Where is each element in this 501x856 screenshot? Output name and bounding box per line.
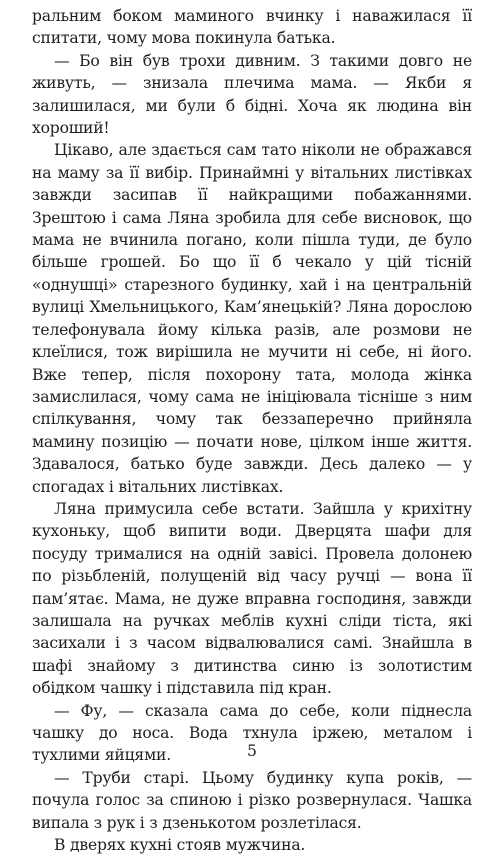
body-text — [32, 5, 472, 856]
paragraph-dialogue-mother: — Бо він був трохи дивним. З такими довго не живуть, — знизала плечима мама. — Якби я залишилася, ми були б бідні. Хоча як людина він хороший! — [32, 51, 472, 138]
book-page — [32, 0, 472, 855]
paragraph-reflection: Цікаво, але здається сам тато ніколи не ображався на маму за її вибір. Принаймні у вітальних листівках завжди засипав її найкращими побажаннями. Зрештою і сама Ляна зробила для себе висновок, що мама не вчинила погано, коли пішла туди, де було більше грошей. Бо що її б чекало у цій тісній «однушці» старезного будинку, хай і на центральній вулиці Хмельницького, Кам’янецькій? Ляна дорослою телефонувала йому кілька разів, але розмови не клеїлися, тож вирішила не мучити ні себе, ні його. Вже тепер, після похорону тата, молода жінка замислилася, чому сама не ініціювала тісніше з ним спілкування, чому так беззаперечно прийняла мамину позицію — почати нове, цілком інше життя. Здавалося, батько буде завжди. Десь далеко — у спогадах і вітальних листівках. — [32, 141, 472, 496]
paragraph-continued: ральним боком маминого вчинку і наважилася її спитати, чому мова покинула батька. — [32, 7, 472, 48]
paragraph-kitchen: Ляна примусила себе встати. Зайшла у крихітну кухоньку, щоб випити води. Дверцята шафи для посуду трималися на одній завісі. Провела долонею по різьбленій, полущеній від часу ручці — вона її пам’ятає. Мама, не дуже вправна господиня, завжди залишала на ручках меблів кухні сліди тіста, які засихали і з часом відвалювалися самі. Знайшла в шафі знайому з дитинства синю із золотистим обідком чашку і підставила під кран. — [32, 499, 472, 698]
paragraph-man: В дверях кухні стояв мужчина. — [54, 836, 306, 855]
paragraph-voice: — Труби старі. Цьому будинку купа років, — почула голос за спиною і різко розвернулася. Чашка випала з рук і з дзенькотом розлетілася. — [32, 768, 472, 832]
paragraph-water: — Фу, — сказала сама до себе, коли піднесла чашку до носа. Вода тхнула іржею, металом і тухлими яйцями. — [32, 701, 472, 765]
page-number: 5 — [247, 742, 257, 760]
